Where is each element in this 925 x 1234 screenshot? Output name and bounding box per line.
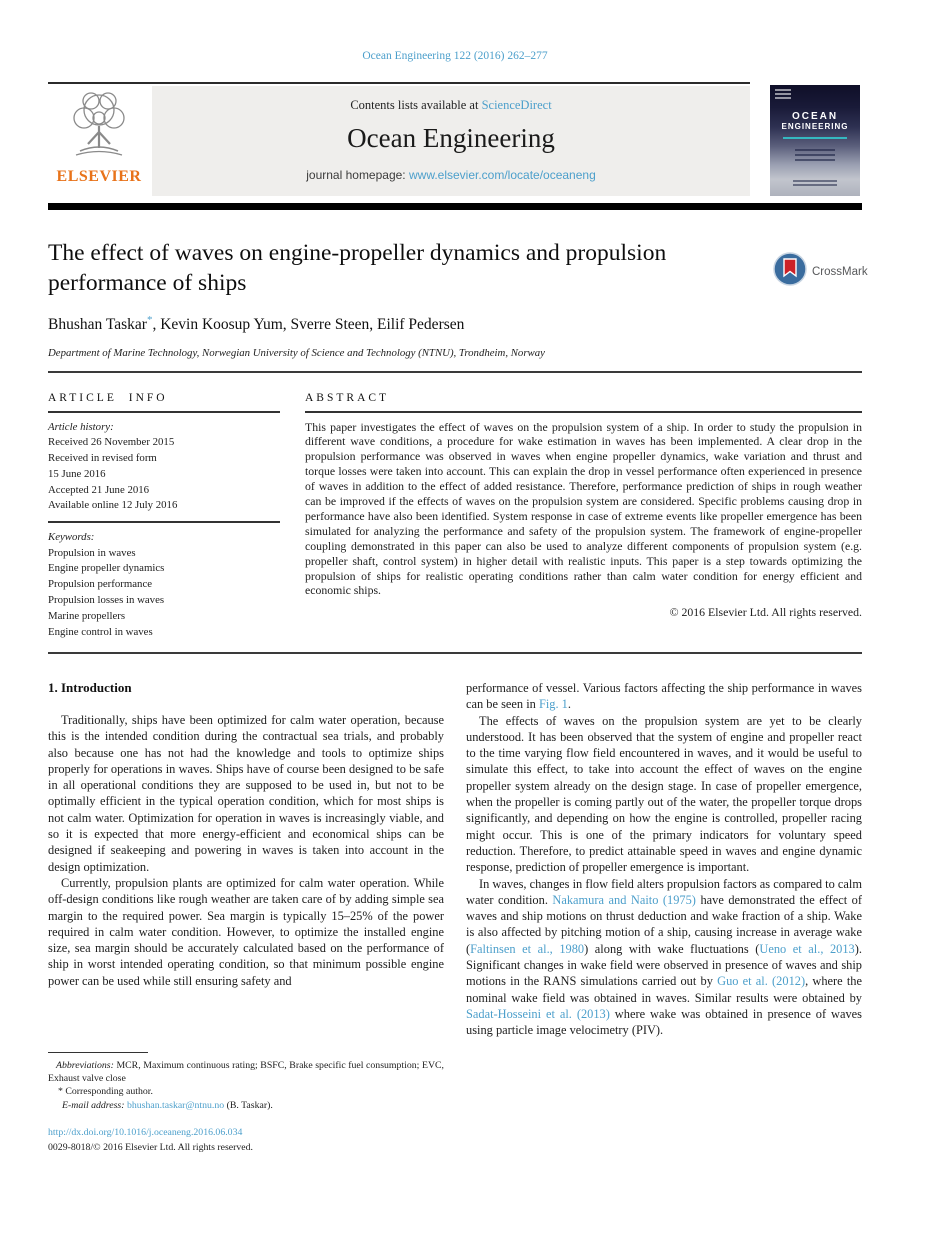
keyword: Engine control in waves xyxy=(48,625,153,638)
text-segment: The effects of waves on the propulsion system are yet to be clearly understood. It has been observed that the system of engine and propeller react to the time varying flow field encountered in waves, and it would be useful to simulate this effect, to take into account the effect of waves on the engine propeller system already on the design stage. In case of propeller emergence, when the propeller is coming partly out of the water, the propeller torque drops significantly, and depending on how the engine is controlled, propeller racing might occur. This is one of the primary indicators for voluntary speed reduction. Therefore, to predict attainable speed in waves and engine dynamic response, prediction of propeller emergence is important. xyxy=(466,713,862,875)
citation-link[interactable]: Fig. 1 xyxy=(538,697,568,712)
crossmark-icon xyxy=(773,252,807,291)
citation-link[interactable]: Ueno et al., 2013 xyxy=(759,941,855,956)
text-segment: , where the nominal wake field was obtained in waves. Similar results were obtained by xyxy=(466,974,862,1005)
citation-link[interactable]: Guo et al. (2012) xyxy=(717,974,806,989)
journal-citation-link[interactable]: Ocean Engineering 122 (2016) 262–277 xyxy=(362,50,548,62)
history-line: 15 June 2016 xyxy=(48,467,106,480)
email-link[interactable]: bhushan.taskar@ntnu.no xyxy=(126,1099,225,1111)
elsevier-logo[interactable] xyxy=(48,88,150,196)
cover-title xyxy=(770,111,860,131)
cover-title-line2: ENGINEERING xyxy=(781,122,849,131)
paragraph xyxy=(466,713,862,876)
homepage-line xyxy=(152,168,750,182)
paragraph: Currently, propulsion plants are optimized for calm water operation. While off-design conditions like rough weather are taken care of by adding simple sea margin to the required power. Sea margin is typically 15–25% of the power required in calm water condition. However, to optimize the installed engine size, sea margin should be accurately calculated based on the performance of ship in worst intended operating condition, so that minimum possible engine power can be used while still ensuring safety and xyxy=(48,875,444,988)
keyword: Propulsion performance xyxy=(48,578,153,591)
abbreviations-label: Abbreviations: xyxy=(56,1060,117,1071)
email-suffix: (B. Taskar). xyxy=(224,1099,273,1111)
footnote-divider xyxy=(48,1052,148,1053)
citation-link[interactable]: Sadat-Hosseini et al. (2013) xyxy=(466,1006,610,1021)
journal-cover-thumbnail[interactable] xyxy=(770,85,860,196)
citation-link[interactable]: Faltinsen et al., 1980 xyxy=(470,941,585,956)
body-column-left xyxy=(48,680,444,1039)
keyword: Engine propeller dynamics xyxy=(48,562,165,575)
footnotes xyxy=(48,1052,444,1154)
section-divider xyxy=(48,652,862,654)
doi-link[interactable]: http://dx.doi.org/10.1016/j.oceaneng.2016.06.034 xyxy=(48,1126,243,1138)
corresponding-author-asterisk[interactable]: * xyxy=(146,314,153,326)
text-segment: performance of vessel. Various factors affecting the ship performance in waves can be seen in xyxy=(466,681,862,712)
history-line: Received in revised form xyxy=(48,452,157,465)
citation-link[interactable]: Nakamura and Naito (1975) xyxy=(552,892,696,907)
journal-banner xyxy=(152,86,750,196)
article-info-heading: ARTICLE INFO xyxy=(48,392,168,404)
text-segment: have demonstrated the effect of waves and ship motions on thrust deduction and wake fraction of a ship. Wake is also affected by pitching motion of a ship, causing increase in average wake ( xyxy=(466,892,862,956)
cover-editors-placeholder xyxy=(795,149,835,164)
homepage-prefix-text: journal homepage: xyxy=(306,168,409,182)
keywords-label: Keywords: xyxy=(48,530,95,543)
crossmark-label: CrossMark xyxy=(812,265,868,278)
corresponding-author-note: * Corresponding author. xyxy=(58,1086,153,1098)
email-note xyxy=(48,1099,444,1112)
abbreviations-note xyxy=(48,1059,444,1085)
copyright-line: © 2016 Elsevier Ltd. All rights reserved. xyxy=(669,605,862,620)
cover-title-line1: OCEAN xyxy=(791,111,839,122)
section-heading-introduction: 1. Introduction xyxy=(48,680,132,695)
abbreviations-text: MCR, Maximum continuous rating; BSFC, Brake specific fuel consumption; EVC, Exhaust valve close xyxy=(48,1060,445,1085)
history-line: Received 26 November 2015 xyxy=(48,436,175,449)
issn-copyright-line: 0029-8018/© 2016 Elsevier Ltd. All rights reserved. xyxy=(48,1142,253,1154)
paragraph xyxy=(466,680,862,713)
cover-footer-placeholder xyxy=(793,180,837,188)
crossmark-badge[interactable] xyxy=(773,252,868,291)
text-segment: ). Significant changes in wake field were observed in presence of waves and ship motions in the RANS simulations carried out by xyxy=(466,941,862,989)
history-line: Available online 12 July 2016 xyxy=(48,499,178,512)
author-list xyxy=(48,314,464,334)
keyword: Propulsion losses in waves xyxy=(48,593,165,606)
meta-section xyxy=(48,392,862,640)
article-title: The effect of waves on engine-propeller dynamics and propulsion performance of ships xyxy=(48,240,667,296)
keyword: Propulsion in waves xyxy=(48,546,136,559)
elsevier-wordmark: ELSEVIER xyxy=(56,168,142,185)
text-segment: where wake was obtained in presence of waves using particle image velocimetry (PIV). xyxy=(466,1006,862,1038)
author-names-rest: , Kevin Koosup Yum, Sverre Steen, Eilif Pedersen xyxy=(152,316,465,334)
journal-homepage-link[interactable]: www.elsevier.com/locate/oceaneng xyxy=(408,168,596,182)
keyword: Marine propellers xyxy=(48,609,126,622)
paragraph: Traditionally, ships have been optimized for calm water operation, because this is the intended condition during the contractual sea trials, and probably also because one has not had the knowledge and tools to optimize ships properly for operations in waves. Ships have of course been designed to be safe in all operational conditions they are supposed to be used in, but not to be optimally efficient in the typical operation condition, which for most ships is not calm water. Optimization for operation in waves is increasingly viable, and so it is expected that more energy-efficient and economical ships can be designed if seakeeping and powering in waves is taken into account in the design optimization. xyxy=(48,713,444,874)
paragraph xyxy=(466,876,862,1039)
divider xyxy=(305,411,862,413)
journal-title: Ocean Engineering xyxy=(347,123,555,153)
banner-bottom-bar xyxy=(48,203,862,210)
cover-subtitle-bar xyxy=(783,137,847,139)
abstract-text: This paper investigates the effect of waves on the propulsion system of a ship. In order to study the propulsion in different wave conditions, a procedure for wake estimation in waves has been implemented. A clear drop in the propulsion performance was observed in waves when engine propeller dynamics, wake variation and thrust and torque losses were taken into account. This can explain the drop in vessel performance often experienced in presence of waves in addition to the effect of added resistance. Therefore, performance prediction of ships in rough weather can be improved if the effects of waves on the propulsion system are considered. Specific problems causing drop in performance have also been identified. System response in case of extreme events like propeller emergence has been simulated for analyzing the performance and safety of the propulsion system. The framework of engine-propeller coupling demonstrated in this paper can also be used to analyze different components of propulsion system (e.g. propeller shaft, control system) in higher detail with realistic inputs. This paper is a step towards optimizing the propulsion of ships for realistic operating conditions rather than calm water condition for energy efficient and economic ships. xyxy=(305,419,862,598)
history-line: Accepted 21 June 2016 xyxy=(48,483,150,496)
affiliation: Department of Marine Technology, Norwegian University of Science and Technology (NTNU), Trondheim, Norway xyxy=(48,347,545,359)
abstract-column xyxy=(305,392,862,640)
text-segment: ) along with wake fluctuations ( xyxy=(584,941,760,956)
cover-issn-text-placeholder xyxy=(775,89,791,101)
body-column-right xyxy=(466,680,862,1039)
email-label: E-mail address: xyxy=(62,1099,127,1111)
elsevier-tree-icon xyxy=(48,88,150,166)
history-label: Article history: xyxy=(48,420,114,433)
sciencedirect-link[interactable]: ScienceDirect xyxy=(481,98,552,112)
text-segment: In waves, changes in flow field alters propulsion factors as compared to calm water condition. xyxy=(466,876,862,907)
author-name: Bhushan Taskar xyxy=(48,316,147,334)
text-segment: . xyxy=(567,697,571,712)
abstract-heading: ABSTRACT xyxy=(305,392,390,404)
article-info-column xyxy=(48,392,280,640)
contents-prefix-text: Contents lists available at xyxy=(350,98,482,112)
contents-line xyxy=(152,98,750,113)
header-divider xyxy=(48,82,750,84)
divider xyxy=(48,411,280,413)
body-columns xyxy=(48,680,862,1039)
divider xyxy=(48,521,280,523)
section-divider xyxy=(48,371,862,373)
